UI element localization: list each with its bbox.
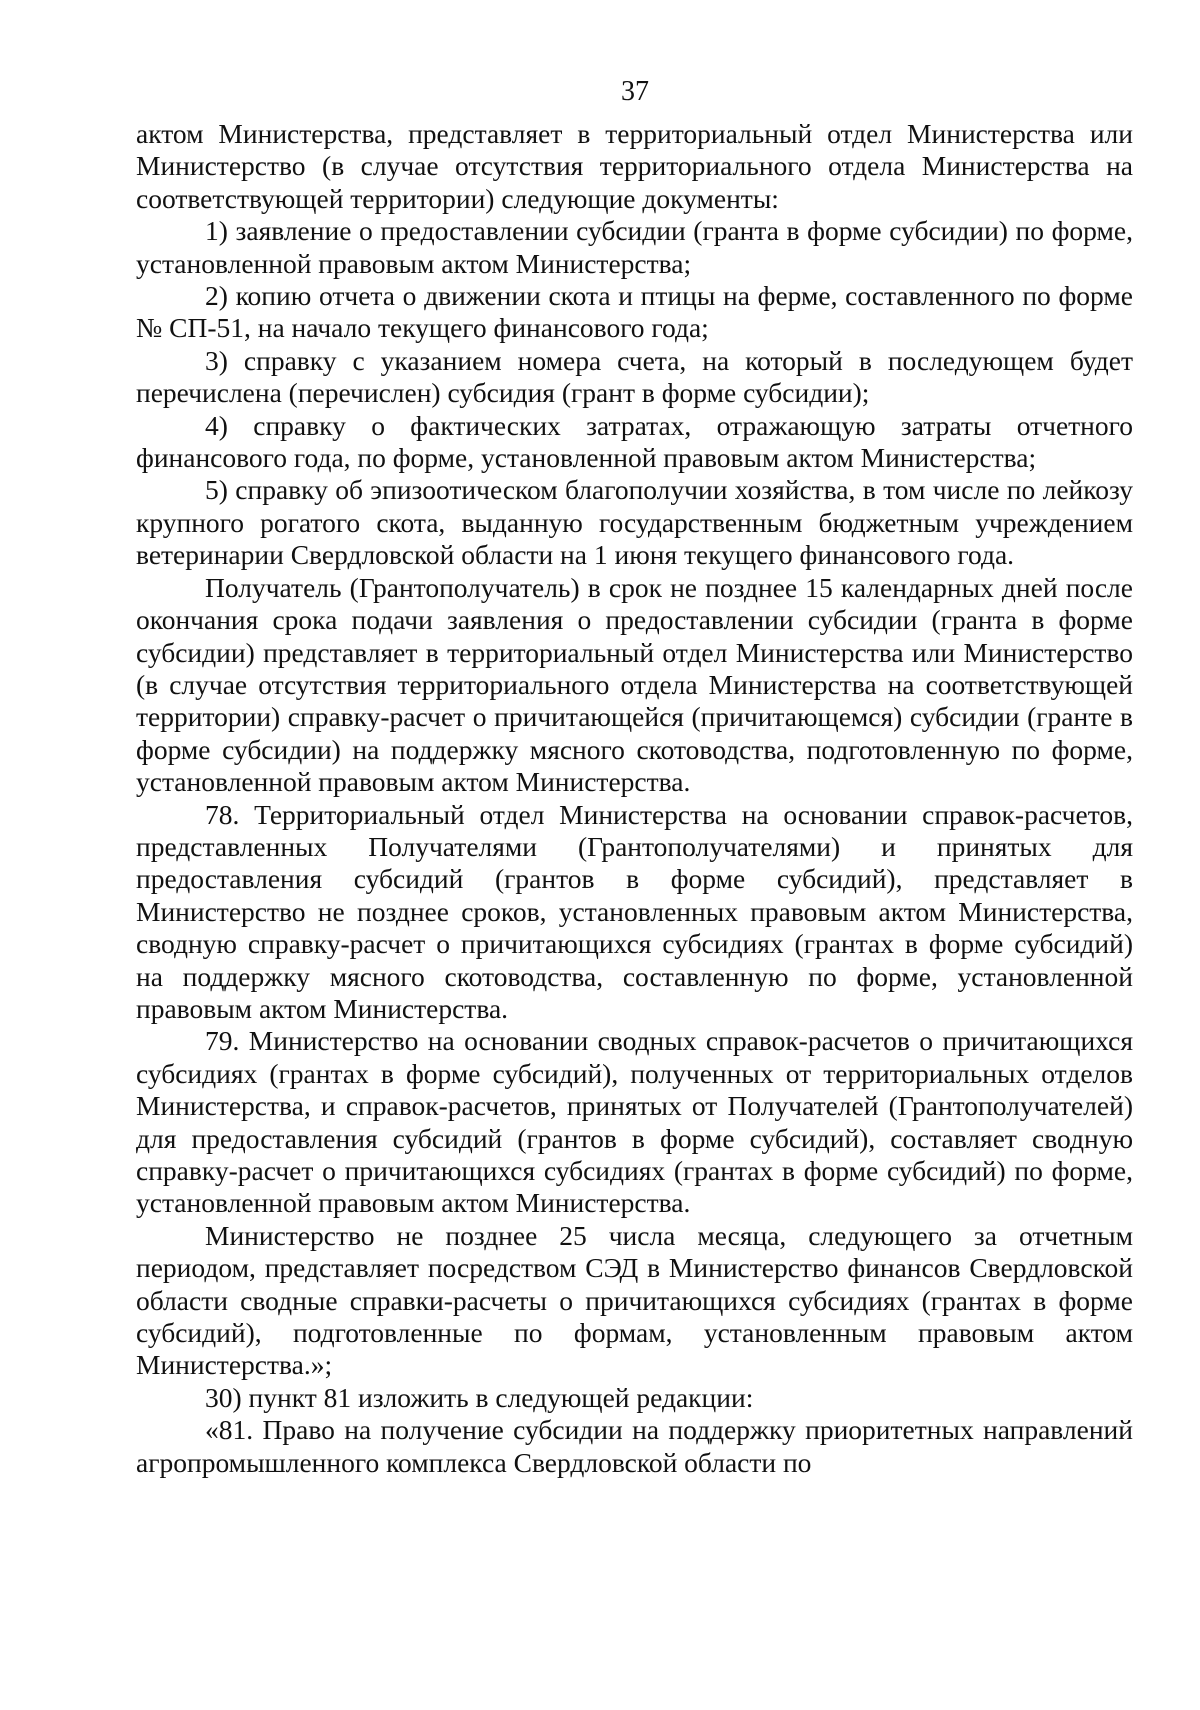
list-item-application: 1) заявление о предоставлении субсидии (гранта в форме субсидии) по форме, установленной правовым актом Министерства; xyxy=(136,215,1133,279)
paragraph-continuation: актом Министерства, представляет в территориальный отдел Министерства или Министерство (в случае отсутствия территориального отдела Министерства на соответствующей территории) следующие документы: xyxy=(136,118,1133,214)
document-body xyxy=(136,118,1133,1479)
clause-78: 78. Территориальный отдел Министерства на основании справок-расчетов, представленных Получателями (Грантополучателями) и принятых для предоставления субсидий (грантов в форме субсидий), представляет в Министерство не позднее сроков, установленных правовым актом Министерства, сводную справку-расчет о причитающихся субсидиях (грантах в форме субсидий) на поддержку мясного скотоводства, составленную по форме, установленной правовым актом Министерства. xyxy=(136,798,1133,1024)
list-item-actual-costs: 4) справку о фактических затратах, отражающую затраты отчетного финансового года, по форме, установленной правовым актом Министерства; xyxy=(136,409,1133,474)
page-number: 37 xyxy=(621,76,649,107)
amendment-item-30: 30) пункт 81 изложить в следующей редакции: xyxy=(205,1381,754,1413)
list-item-epizootic-certificate: 5) справку об эпизоотическом благополучии хозяйства, в том числе по лейкозу крупного рогатого скота, выданную государственным бюджетным учреждением ветеринарии Свердловской области на 1 июня текущего финансового года. xyxy=(136,474,1133,571)
paragraph-recipient: Получатель (Грантополучатель) в срок не позднее 15 календарных дней после окончания срока подачи заявления о предоставлении субсидии (гранта в форме субсидии) представляет в территориальный отдел Министерства или Министерство (в случае отсутствия территориального отдела Министерства на соответствующей территории) справку-расчет о причитающейся (причитающемся) субсидии (гранте в форме субсидии) на поддержку мясного скотоводства, подготовленную по форме, установленной правовым актом Министерства. xyxy=(136,571,1133,798)
paragraph-ministry-deadline: Министерство не позднее 25 числа месяца, следующего за отчетным периодом, представляет посредством СЭД в Министерство финансов Свердловской области сводные справки-расчеты о причитающихся субсидиях (грантах в форме субсидий), подготовленные по формам, установленным правовым актом Министерства.»; xyxy=(136,1219,1133,1381)
clause-79: 79. Министерство на основании сводных справок-расчетов о причитающихся субсидиях (грантах в форме субсидий), полученных от территориальных отделов Министерства, и справок-расчетов, принятых от Получателей (Грантополучателей) для предоставления субсидий (грантов в форме субсидий), составляет сводную справку-расчет о причитающихся субсидиях (грантах в форме субсидий) по форме, установленной правовым актом Министерства. xyxy=(136,1025,1133,1219)
list-item-account-certificate: 3) справку с указанием номера счета, на который в последующем будет перечислена (перечислен) субсидия (грант в форме субсидии); xyxy=(136,344,1133,409)
clause-81-start: «81. Право на получение субсидии на поддержку приоритетных направлений агропромышленного комплекса Свердловской области по xyxy=(136,1414,1133,1478)
list-item-livestock-report: 2) копию отчета о движении скота и птицы на ферме, составленного по форме № СП-51, на начало текущего финансового года; xyxy=(136,280,1133,344)
